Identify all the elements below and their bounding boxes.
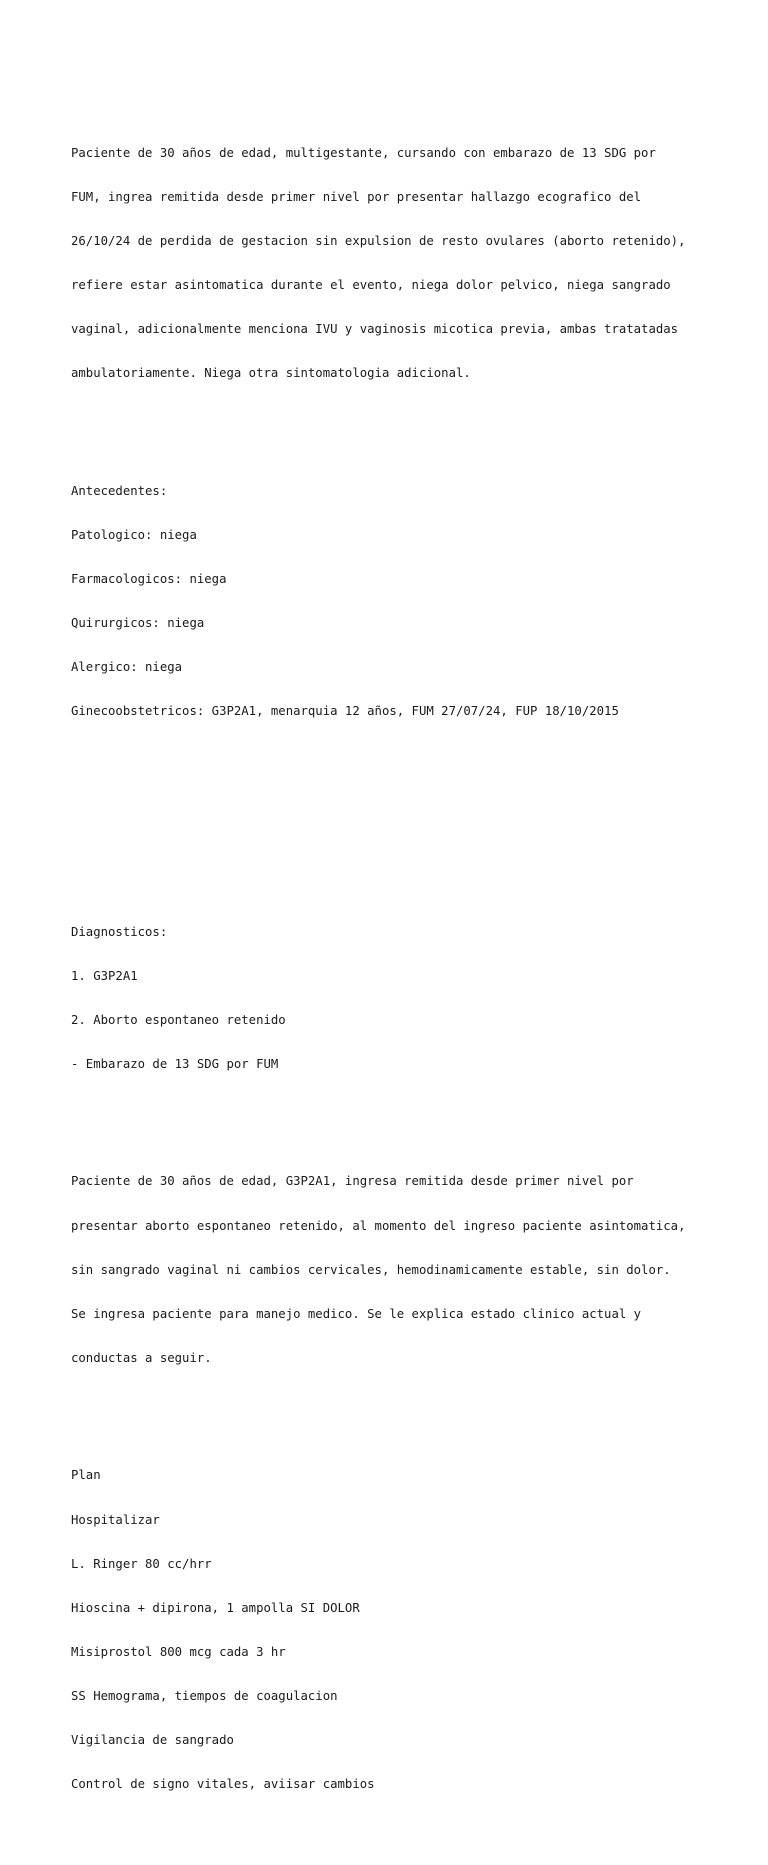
intro-paragraph [71,116,731,410]
document-text [71,72,731,1865]
summary-paragraph [71,1145,731,1395]
plan-section [71,1439,731,1821]
diagnostico-item: 1. G3P2A1 [71,968,138,983]
text-line: 26/10/24 de perdida de gestacion sin expulsion de resto ovulares (aborto retenido), [71,233,686,248]
plan-item: L. Ringer 80 cc/hrr [71,1556,212,1571]
plan-item: Misiprostol 800 mcg cada 3 hr [71,1644,286,1659]
text-line: presentar aborto espontaneo retenido, al momento del ingreso paciente asintomatica, [71,1218,686,1233]
text-line: refiere estar asintomatica durante el evento, niega dolor pelvico, niega sangrado [71,277,671,292]
text-line: FUM, ingrea remitida desde primer nivel por presentar hallazgo ecografico del [71,189,642,204]
plan-item: SS Hemograma, tiempos de coagulacion [71,1688,338,1703]
blank-line [71,836,731,851]
text-line: Paciente de 30 años de edad, G3P2A1, ingresa remitida desde primer nivel por [71,1174,634,1189]
text-line: conductas a seguir. [71,1350,212,1365]
text-line: vaginal, adicionalmente menciona IVU y vaginosis micotica previa, ambas tratatadas [71,321,679,336]
diagnostico-item: - Embarazo de 13 SDG por FUM [71,1056,279,1071]
antecedente-item: Quirurgicos: niega [71,615,205,630]
plan-item: Vigilancia de sangrado [71,1733,234,1747]
diagnostico-item: 2. Aborto espontaneo retenido [71,1012,286,1027]
text-line: Paciente de 30 años de edad, multigestante, cursando con embarazo de 13 SDG por [71,145,656,160]
antecedentes-section [71,454,731,748]
text-line: sin sangrado vaginal ni cambios cervicales, hemodinamicamente estable, sin dolor. [71,1262,671,1277]
antecedente-item: Farmacologicos: niega [71,571,227,586]
antecedente-item: Patologico: niega [71,527,197,542]
plan-item: Hioscina + dipirona, 1 ampolla SI DOLOR [71,1600,360,1615]
antecedente-item: Alergico: niega [71,659,183,674]
plan-item: Control de signo vitales, aviisar cambios [71,1777,375,1792]
antecedentes-heading: Antecedentes: [71,483,168,498]
plan-item: Hospitalizar [71,1512,160,1527]
antecedente-item: Ginecoobstetricos: G3P2A1, menarquia 12 años, FUM 27/07/24, FUP 18/10/2015 [71,704,619,719]
blank-line [71,792,731,807]
plan-heading: Plan [71,1468,101,1483]
text-line: ambulatoriamente. Niega otra sintomatologia adicional. [71,365,471,380]
diagnosticos-section [71,895,731,1101]
diagnosticos-heading: Diagnosticos: [71,924,168,939]
text-line: Se ingresa paciente para manejo medico. Se le explica estado clinico actual y [71,1306,642,1321]
